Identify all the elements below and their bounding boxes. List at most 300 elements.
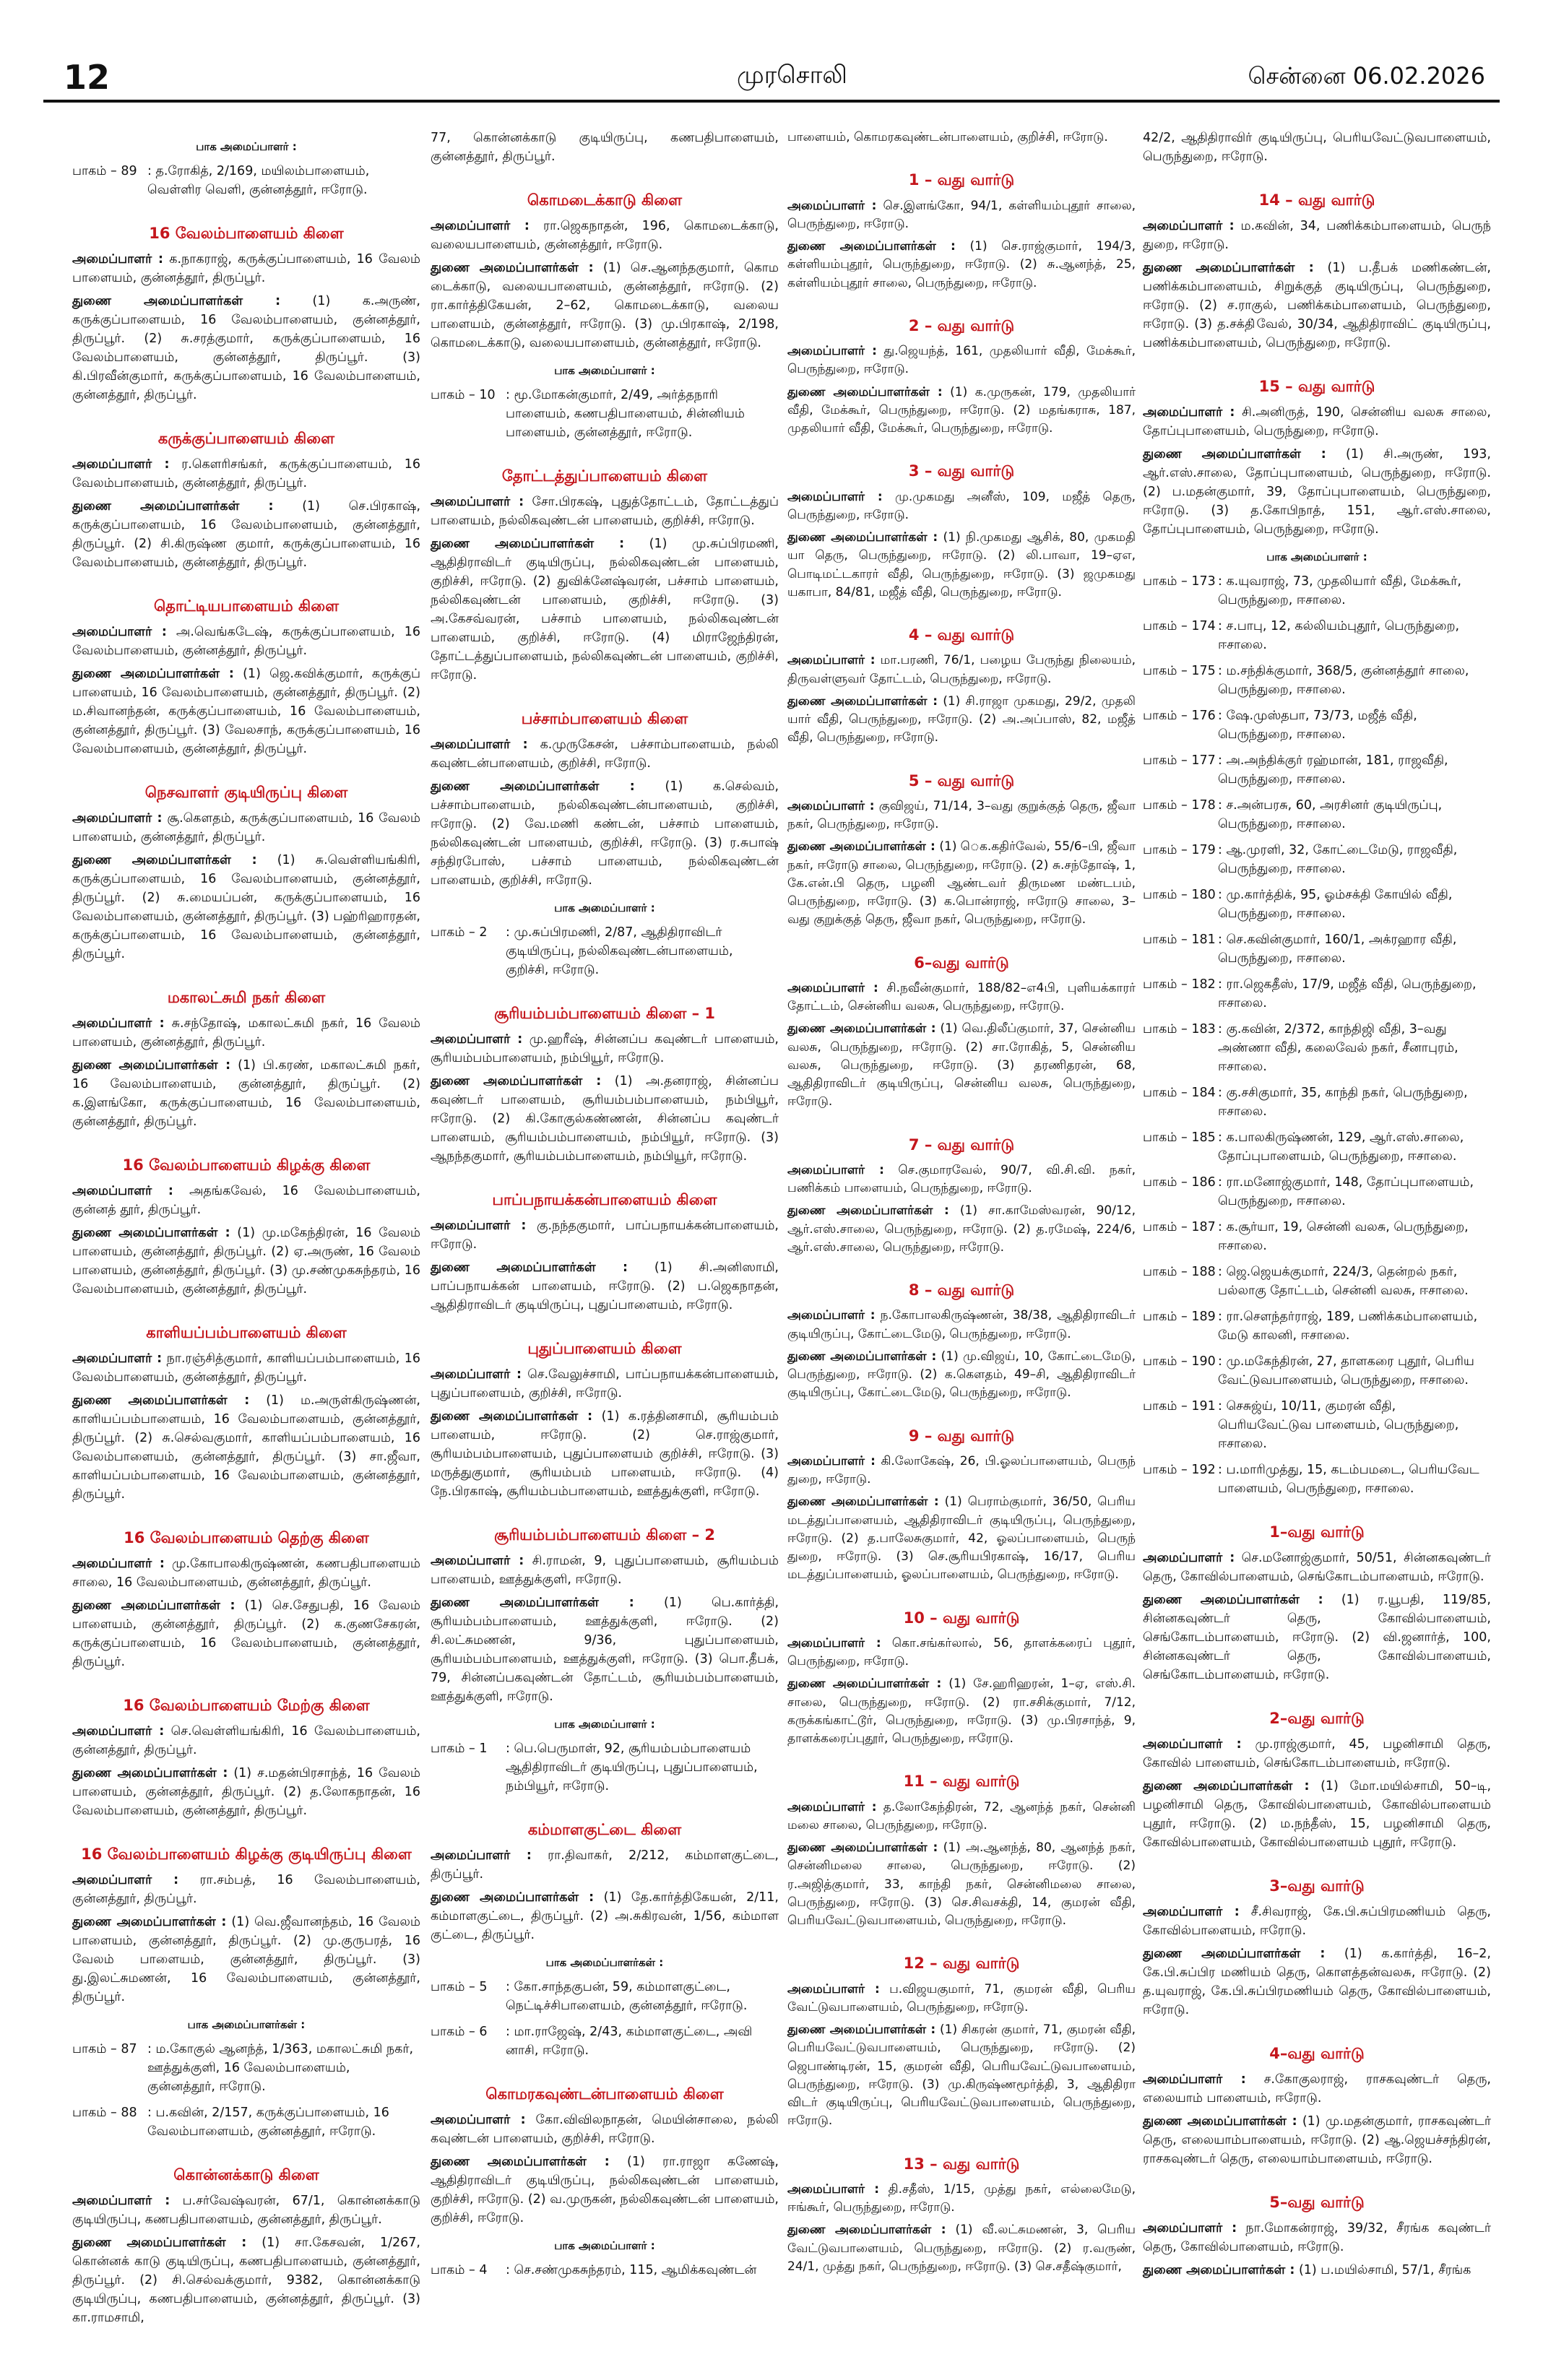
entry-text: (1) நி.முகமது ஆசிக், 80, முகமதி யா தெரு, பெருந்துறை, ஈரோடு. (2) லி.பாவா, 19–ஏஎ, பொடிமட்டகாரர் வீதி, பெருந்துறை, ஈரோடு. (3) ஜமுகமது யகாபா, 84/81, மஜீத் வீதி, பெருந்துறை, ஈரோடு. xyxy=(787,530,1136,600)
booth-number: பாகம் – 178 xyxy=(1143,798,1216,813)
entry-text: ரா.திவாகர், 2/212, கம்மாளகுட்டை, திருப்பூர். xyxy=(431,1848,779,1882)
booth-header: பாக அமைப்பாளர் : xyxy=(554,2239,655,2252)
entry-label: துணை அமைப்பாளர்கள் : xyxy=(787,693,938,709)
entry-label: துணை அமைப்பாளர்கள் : xyxy=(1143,2263,1295,2277)
entry-label: அமைப்பாளர் : xyxy=(787,798,875,813)
booth-text: : மு.மகேந்திரன், 27, தாளகரை புதூர், பெரிய வேட்டுவபாளையம், பெருந்துறை, ஈசாலை. xyxy=(1218,1354,1474,1388)
entry-text: (1) ெக.கதிர்வேல், 55/6–பி, ஜீவா நகர், ஈரோடு சாலை, பெருந்துறை, ஈரோடு. (2) சு.சந்தோஷ், 1, கே.என்.பி தெரு, பழனி ஆண்டவர் திருமண மண்டபம், பெருந்துறை, ஈரோடு. (3) க.பொன்ராஜ், ஈரோடு சாலை, 3–வது குறுக்குத் தெரு, ஜீவா நகர், பெருந்துறை, ஈரோடு. xyxy=(787,839,1136,927)
booth-text: : த.ரோகித், 2/169, மயிலம்பாளையம், வெள்ளிர வெளி, குன்னத்தூர், ஈரோடு. xyxy=(147,164,370,197)
booth-number: பாகம் – 10 xyxy=(431,388,496,402)
booth-number: பாகம் – 1 xyxy=(431,1741,488,1756)
entry-label: துணை அமைப்பாளர்கள் : xyxy=(787,1349,937,1364)
entry-label: துணை அமைப்பாளர்கள் : xyxy=(1143,2114,1297,2129)
section-heading: 16 வேலம்பாளையம் கிளை xyxy=(149,225,344,242)
entry-paragraph xyxy=(1143,1591,1491,1684)
entry-text: (1) செ.ஆனந்தகுமார், கொம டைக்காடு, வலையபாளையம், குன்னத்தூர், ஈரோடு. (2) ரா.கார்த்திகேயன், 2–62, கொமடைக்காடு, வலைய பாளையம், குன்னத்தூர், ஈரோடு. (3) மு.பிரகாஷ், 2/198, கொமடைக்காடு, வலையபாளையம், குன்னத்தூர், ஈரோடு. xyxy=(431,261,779,350)
entry-label: துணை அமைப்பாளர்கள் : xyxy=(72,667,234,681)
booth-entry xyxy=(1143,1173,1491,1211)
section-heading: 4 – வது வார்டு xyxy=(908,626,1015,644)
entry-text: குவிஜய், 71/14, 3–வது குறுக்குத் தெரு, ஜீவா நகர், பெருந்துறை, ஈரோடு. xyxy=(787,798,1136,831)
entry-label: அமைப்பாளர் : xyxy=(72,457,170,472)
entry-text: (1) அ.ஆனந்த், 80, ஆனந்த் நகர், சென்னிமலை சாலை, பெருந்துறை, ஈரோடு. (2) ர.அஜித்குமார், 33, காந்தி நகர், சென்னிமலை சாலை, பெருந்துறை, ஈரோடு. (3) செ.சிவசக்தி, 14, குமரன் வீதி, பெரியவேட்டுவபாளையம், பெருந்துறை, ஈரோடு. xyxy=(787,1840,1136,1928)
entry-paragraph xyxy=(431,2152,779,2228)
entry-text: ந.கோபாலகிருஷ்ணன், 38/38, ஆதிதிராவிடர் குடியிருப்பு, கோட்டைமேடு, பெருந்துறை, ஈரோடு. xyxy=(787,1308,1136,1341)
booth-text: : ப.கவின், 2/157, கருக்குப்பாளையம், 16 வேலம்பாளையம், குன்னத்தூர், ஈரோடு. xyxy=(147,2106,389,2139)
entry-text: த.லோகேந்திரன், 72, ஆனந்த் நகர், சென்னி மலை சாலை, பெருந்துறை, ஈரோடு. xyxy=(787,1799,1136,1832)
date-line: சென்னை 06.02.2026 xyxy=(1248,62,1485,90)
entry-paragraph xyxy=(72,1764,420,1820)
booth-number: பாகம் – 192 xyxy=(1143,1463,1216,1477)
entry-text: (1) வீ.லட்சுமணன், 3, பெரிய வேட்டுவபாளையம், பெருந்துறை, ஈரோடு. (2) ர.வருண், 24/1, முத்து நகர், பெருந்துறை, ஈரோடு. (3) செ.சதீஷ்குமார், xyxy=(787,2223,1136,2274)
booth-text: : ச.அன்பரசு, 60, அரசினர் குடியிருப்பு, பெருந்துறை, ஈசாலை. xyxy=(1218,798,1443,831)
entry-text: மு.ராஜ்குமார், 45, பழனிசாமி தெரு, கோவில் பாளையம், செங்கோடம்பாளையம், ஈரோடு. xyxy=(1143,1737,1491,1770)
entry-text: ர.கௌரிசங்கர், கருக்குப்பாளையம், 16 வேலம்பாளையம், குன்னத்தூர், திருப்பூர். xyxy=(72,457,420,490)
entry-text: செ.குமாரவேல், 90/7, வி.சி.வி. நகர், பணிக்கம் பாளையம், பெருந்துறை, ஈரோடு. xyxy=(787,1162,1136,1195)
entry-text: 42/2, ஆதிதிராவிர் குடியிருப்பு, பெரியவேட்டுவபாளையம், பெருந்துறை, ஈரோடு. xyxy=(1143,131,1491,164)
booth-text: : செசுஜ்ய், 10/11, குமரன் வீதி, பெரியவேட்டுவ பாளையம், பெருந்துறை, ஈசாலை. xyxy=(1218,1399,1459,1451)
booth-entry xyxy=(72,162,420,199)
entry-paragraph xyxy=(787,488,1136,525)
entry-paragraph xyxy=(431,2111,779,2148)
entry-label: துணை அமைப்பாளர்கள் : xyxy=(72,499,274,514)
entry-text: (1) ப.மயில்சாமி, 57/1, சீரங்க xyxy=(1295,2263,1471,2277)
entry-text: (1) ர.யூபதி, 119/85, சின்னகவுண்டர் தெரு, கோவில்பாளையம், செங்கோடம்பாளையம், ஈரோடு. (2) வி.ஜனார்த், 100, சின்னகவுண்டர் தெரு, கோவில்பாளையம், செங்கோடம்பாளையம், ஈரோடு. xyxy=(1143,1593,1491,1682)
section-heading: 3 – வது வார்டு xyxy=(908,462,1015,480)
section-heading: கம்மாளகுட்டை கிளை xyxy=(527,1821,682,1838)
entry-paragraph xyxy=(787,384,1136,438)
booth-entry xyxy=(431,2261,779,2280)
column-1 xyxy=(72,129,420,2332)
booth-entry xyxy=(1143,930,1491,968)
section-heading: 16 வேலம்பாளையம் கிழக்கு கிளை xyxy=(122,1156,371,1174)
entry-paragraph xyxy=(431,1552,779,1589)
entry-label: துணை அமைப்பாளர்கள் : xyxy=(787,1021,936,1037)
entry-text: தி.சதீஸ், 1/15, முத்து நகர், எல்லைமேடு, ஈங்கூர், பெருந்துறை, ஈரோடு. xyxy=(787,2181,1136,2215)
entry-paragraph xyxy=(431,1593,779,1706)
entry-text: (1) தே.கார்த்திகேயன், 2/11, கம்மாளகுட்டை, திருப்பூர். (2) அ.சுகிரவன், 1/56, கம்மாள குட்டை, திருப்பூர். xyxy=(431,1890,779,1942)
section-heading: 10 – வது வார்டு xyxy=(903,1609,1020,1627)
entry-text: ச.கோகுலராஜ், ராசகவுண்டர் தெரு, எலையாம் பாளையம், ஈரோடு. xyxy=(1143,2072,1491,2106)
entry-text: கி.லோகேஷ், 26, பி.ஓலப்பாளையம், பெருந் துறை, ஈரோடு. xyxy=(787,1453,1136,1487)
section-heading: சூரியம்பம்பாளையம் கிளை – 1 xyxy=(493,1005,716,1022)
entry-label: அமைப்பாளர் : xyxy=(72,1016,165,1031)
entry-text: (1) பி.கரண், மகாலட்சுமி நகர், 16 வேலம்பாளையம், குன்னத்தூர், திருப்பூர். (2) க.இளங்கோ, கருக்குப்பாளையம், 16 வேலம்பாளையம், குன்னத்தூர், திருப்பூர். xyxy=(72,1058,420,1129)
entry-paragraph xyxy=(431,259,779,352)
entry-paragraph xyxy=(787,838,1136,929)
booth-text: : ப.மாரிமுத்து, 15, கடம்பமடை, பெரியவேட பாளையம், பெருந்துறை, ஈசாலை. xyxy=(1218,1463,1479,1496)
entry-paragraph xyxy=(431,1846,779,1884)
entry-label: துணை அமைப்பாளர்கள் : xyxy=(431,2155,610,2169)
entry-text: சி.அனிருத், 190, சென்னிய வலசு சாலை, தோப்புபாளையம், பெருந்துறை, ஈரோடு. xyxy=(1143,405,1491,438)
entry-label: அமைப்பாளர் : xyxy=(431,1032,523,1047)
booth-entry xyxy=(431,386,779,442)
entry-label: அமைப்பாளர் : xyxy=(72,625,167,639)
booth-text: : கு.சசிகுமார், 35, காந்தி நகர், பெருந்துறை, ஈசாலை. xyxy=(1218,1086,1468,1119)
entry-text: (1) சே.ஹரிஹரன், 1–ஏ, எஸ்.சி. சாலை, பெருந்துறை, ஈரோடு. (2) ரா.சசிக்குமார், 7/12, கருக்கங்காட்டூர், பெருந்துறை, ஈரோடு. (3) மு.பிரசாந்த், 9, தாளக்கரைப்புதூர், பெருந்துறை, ஈரோடு. xyxy=(787,1676,1136,1746)
entry-paragraph xyxy=(72,1871,420,1908)
entry-text: (1) பெ.கார்த்தி, சூரியம்பம்பாளையம், ஊத்துக்குளி, ஈரோடு. (2) சி.லட்சுமணன், 9/36, புதுப்பாளையம், சூரியம்பம்பாளையம், ஊத்துக்குளி, ஈரோடு. (3) பொ.தீபக், 79, சின்னப்பகவுண்டன் தோட்டம், சூரியம்பம்பாளையம், ஊத்துக்குளி, ஈரோடு. xyxy=(431,1596,779,1704)
booth-entry xyxy=(1143,1263,1491,1300)
entry-paragraph xyxy=(72,809,420,847)
entry-paragraph xyxy=(787,2181,1136,2217)
entry-label: அமைப்பாளர் : xyxy=(431,737,528,752)
entry-paragraph xyxy=(787,342,1136,379)
booth-number: பாகம் – 5 xyxy=(431,1980,488,1994)
column-3 xyxy=(787,129,1136,2280)
booth-entry xyxy=(1143,617,1491,654)
booth-number: பாகம் – 187 xyxy=(1143,1220,1216,1234)
entry-paragraph xyxy=(787,1981,1136,2017)
entry-paragraph xyxy=(787,1635,1136,1671)
entry-label: துணை அமைப்பாளர்கள் : xyxy=(431,1260,628,1275)
entry-text: (1) சி.ராஜா முகமது, 29/2, முதலி யார் வீதி, பெருந்துறை, ஈரோடு. (2) அ.அப்பாஸ், 82, மஜீத் வீதி, பெருந்துறை, ஈரோடு. xyxy=(787,693,1136,745)
booth-text: : ரா.ஜெகதீஸ், 17/9, மஜீத் வீதி, பெருந்துறை, ஈசாலை. xyxy=(1218,977,1477,1011)
column-2 xyxy=(431,129,779,2287)
booth-number: பாகம் – 87 xyxy=(72,2042,137,2056)
entry-text: க.நாகராஜ், கருக்குப்பாளையம், 16 வேலம் பாளையம், குன்னத்தூர், திருப்பூர். xyxy=(72,252,420,285)
entry-paragraph xyxy=(787,197,1136,234)
entry-paragraph xyxy=(1143,2219,1491,2256)
page-number: 12 xyxy=(64,58,111,97)
entry-paragraph xyxy=(1143,1549,1491,1586)
entry-paragraph xyxy=(72,1913,420,2007)
booth-entry xyxy=(1143,975,1491,1013)
entry-paragraph xyxy=(431,129,779,166)
entry-paragraph xyxy=(787,2021,1136,2131)
column-4 xyxy=(1143,129,1491,2284)
entry-paragraph xyxy=(72,1554,420,1592)
section-heading: தொட்டியபாளையம் கிளை xyxy=(153,597,340,615)
entry-paragraph xyxy=(787,129,1136,147)
booth-entry xyxy=(1143,662,1491,699)
section-heading: கொமடைக்காடு கிளை xyxy=(527,191,683,209)
booth-number: பாகம் – 190 xyxy=(1143,1354,1216,1369)
entry-text: சி.நவீன்குமார், 188/82–எ4பி, புளியக்காரர் தோட்டம், சென்னிய வலசு, பெருந்துறை, ஈரோடு. xyxy=(787,980,1136,1013)
booth-text: : அ.அந்திக்குர் ரஹ்மான், 181, ராஜவீதி, பெருந்துறை, ஈசாலை. xyxy=(1218,753,1448,787)
entry-paragraph xyxy=(431,1888,779,1944)
booth-number: பாகம் – 177 xyxy=(1143,753,1216,768)
entry-paragraph xyxy=(787,529,1136,602)
entry-label: துணை அமைப்பாளர்கள் : xyxy=(787,1676,942,1692)
header-rule xyxy=(43,100,1500,103)
section-heading: 9 – வது வார்டு xyxy=(908,1427,1015,1445)
booth-entry xyxy=(1143,706,1491,744)
entry-text: (1) சி.அருண், 193, ஆர்.எஸ்.சாலை, தோப்புபாளையம், பெருந்துறை, ஈரோடு. (2) ப.மதன்குமார், 39, தோப்புபாளையம், பெருந்துறை, ஈரோடு. (3) த.கோபிநாத், 151, ஆர்.எஸ்.சாலை, தோப்புபாளையம், பெருந்துறை, ஈரோடு. xyxy=(1143,447,1491,537)
entry-label: அமைப்பாளர் : xyxy=(72,2194,170,2208)
booth-number: பாகம் – 179 xyxy=(1143,843,1216,857)
entry-text: து.ஜெயந்த், 161, முதலியார் வீதி, மேக்கூர், பெருந்துறை, ஈரோடு. xyxy=(787,344,1136,377)
booth-header: பாக அமைப்பாளர்கள் : xyxy=(545,1956,664,1969)
entry-paragraph xyxy=(1143,2261,1491,2280)
booth-entry xyxy=(1143,886,1491,923)
booth-text: : ம.கோகுல் ஆனந்த், 1/363, மகாலட்சுமி நகர், ஊத்துக்குளி, 16 வேலம்பாளையம், குன்னத்தூர், ஈரோடு. xyxy=(147,2042,414,2094)
entry-paragraph xyxy=(787,693,1136,748)
section-heading: 1–வது வார்டு xyxy=(1269,1523,1365,1541)
entry-paragraph xyxy=(431,735,779,773)
entry-label: அமைப்பாளர் : xyxy=(787,1308,876,1323)
entry-paragraph xyxy=(787,1839,1136,1930)
entry-text: (1) ஜெ.கவிக்குமார், கருக்குப் பாளையம், 16 வேலம்பாளையம், குன்னத்தூர், திருப்பூர். (2) ம.சிவானந்தன், கருக்குப்பாளையம், 16 வேலம்பாளையம், குன்னத்தூர், திருப்பூர். (3) வேலசாந், கருக்குப்பாளையம், 16 வேலம்பாளையம், குன்னத்தூர், திருப்பூர். xyxy=(72,667,420,756)
entry-label: துணை அமைப்பாளர்கள் : xyxy=(431,1890,595,1905)
section-heading: மகாலட்சுமி நகர் கிளை xyxy=(167,989,326,1006)
section-heading: சூரியம்பம்பாளையம் கிளை – 2 xyxy=(493,1526,716,1544)
entry-paragraph xyxy=(72,1182,420,1219)
entry-paragraph xyxy=(787,1348,1136,1403)
section-heading: 8 – வது வார்டு xyxy=(908,1281,1015,1299)
entry-label: அமைப்பாளர் : xyxy=(72,1184,173,1198)
entry-text: சி.ராமன், 9, புதுப்பாளையம், சூரியம்பம் பாளையம், ஊத்துக்குளி, ஈரோடு. xyxy=(431,1554,779,1587)
entry-text: கொ.சங்கர்லால், 56, தாளக்கரைப் புதூர், பெருந்துறை, ஈரோடு. xyxy=(787,1635,1136,1669)
entry-paragraph xyxy=(787,1307,1136,1343)
entry-label: துணை அமைப்பாளர்கள் : xyxy=(787,384,943,399)
entry-text: (1) மு.மதன்குமார், ராசகவுண்டர் தெரு, எலையாம்பாளையம், ஈரோடு. (2) ஆ.ஜெயச்சந்திரன், ராசகவுண்டர் தெரு, எலையாம்பாளையம், ஈரோடு. xyxy=(1143,2114,1491,2166)
section-heading: 16 வேலம்பாளையம் கிழக்கு குடியிருப்பு கிளை xyxy=(81,1845,412,1863)
entry-text: சூ.கௌதம், கருக்குப்பாளையம், 16 வேலம் பாளையம், குன்னத்தூர், திருப்பூர். xyxy=(72,811,420,844)
section-heading: 14 – வது வார்டு xyxy=(1258,191,1375,209)
entry-label: துணை அமைப்பாளர்கள் : xyxy=(1143,1593,1323,1607)
entry-label: அமைப்பாளர் : xyxy=(787,489,883,504)
booth-text: : மு.சுப்பிரமணி, 2/87, ஆதிதிராவிடர் குடியிருப்பு, நல்லிகவுண்டன்பாளையம், குறிச்சி, ஈரோடு. xyxy=(506,925,733,977)
entry-paragraph xyxy=(787,1202,1136,1257)
entry-text: (1) வெ.ஜீவானந்தம், 16 வேலம் பாளையம், குன்னத்தூர், திருப்பூர். (2) மு.குருபரத், 16 வேலம் பாளையம், குன்னத்தூர், திருப்பூர். (3) து.இலட்சுமணன், 16 வேலம்பாளையம், குன்னத்தூர், திருப்பூர். xyxy=(72,1915,420,2004)
entry-text: (1) சிகரன் குமார், 71, குமரன் வீதி, பெரியவேட்டுவபாளையம், பெருந்துறை, ஈரோடு. (2) ஜெபாண்டிரன், 15, குமரன் வீதி, பெரியவேட்டுவபாளையம், பெருந்துறை, ஈரோடு. (3) மு.கிருஷ்ணமூர்த்தி, 3, ஆதிதிரா விடர் குடியிருப்பு, பெரியவேட்டுவபாளையம், பெருந்துறை, ஈரோடு. xyxy=(787,2022,1136,2129)
entry-label: துணை அமைப்பாளர்கள் : xyxy=(431,1596,634,1610)
booth-entry xyxy=(1143,1461,1491,1498)
entry-label: அமைப்பாளர் : xyxy=(431,1554,524,1568)
section-heading: நெசவாளர் குடியிருப்பு கிளை xyxy=(144,784,348,801)
section-heading: 13 – வது வார்டு xyxy=(903,2155,1020,2173)
booth-text: : மா.ராஜேஷ், 2/43, கம்மாளகுட்டை, அவி னாசி, ஈரோடு. xyxy=(506,2025,753,2058)
booth-number: பாகம் – 186 xyxy=(1143,1175,1216,1190)
section-heading: கொன்னக்காடு கிளை xyxy=(173,2166,319,2184)
entry-text: (1) செ.சேதுபதி, 16 வேலம் பாளையம், குன்னத்தூர், திருப்பூர். (2) க.குணசேகரன், கருக்குப்பாளையம், 16 வேலம்பாளையம், குன்னத்தூர், திருப்பூர். xyxy=(72,1598,420,1669)
booth-text: : பெ.பெருமாள், 92, சூரியம்பம்பாளையம் ஆதிதிராவிடர் குடியிருப்பு, புதுப்பாளையம், நம்பியூர், ஈரோடு. xyxy=(506,1741,758,1793)
entry-text: நா.மோகன்ராஜ், 39/32, சீரங்க கவுண்டர் தெரு, கோவில்பாளையம், ஈரோடு. xyxy=(1143,2221,1491,2254)
booth-entry xyxy=(1143,1352,1491,1390)
section-heading: 15 – வது வார்டு xyxy=(1258,378,1375,395)
entry-label: துணை அமைப்பாளர்கள் : xyxy=(787,2022,936,2037)
booth-text: : ம.சந்திக்குமார், 368/5, குன்னத்தூர் சாலை, பெருந்துறை, ஈசாலை. xyxy=(1218,664,1469,697)
entry-text: (1) அ.தனராஜ், சின்னப்ப கவுண்டர் பாளையம், சூரியம்பம்பாளையம், நம்பியூர், ஈரோடு. (2) கி.கோகுல்கண்ணன், சின்னப்ப கவுண்டர் பாளையம், சூரியம்பம்பாளையம், நம்பியூர், ஈரோடு. (3) ஆநந்தகுமார், சூரியம்பம்பாளையம், நம்பியூர், ஈரோடு. xyxy=(431,1074,779,1164)
entry-label: துணை அமைப்பாளர்கள் : xyxy=(1143,261,1314,275)
entry-label: அமைப்பாளர் : xyxy=(431,1219,527,1233)
entry-label: துணை அமைப்பாளர்கள் : xyxy=(72,1915,227,1929)
section-heading: புதுப்பாளையம் கிளை xyxy=(527,1340,682,1357)
entry-paragraph xyxy=(787,2221,1136,2276)
entry-label: துணை அமைப்பாளர்கள் : xyxy=(787,1840,938,1855)
booth-entry xyxy=(1143,1020,1491,1076)
section-heading: 2 – வது வார்டு xyxy=(908,316,1015,334)
entry-label: துணை அமைப்பாளர்கள் : xyxy=(72,1766,228,1780)
entry-label: அமைப்பாளர் : xyxy=(72,1724,165,1739)
entry-paragraph xyxy=(72,455,420,493)
booth-text: : மு.கார்த்திக், 95, ஓம்சக்தி கோயில் வீதி, பெருந்துறை, ஈசாலை. xyxy=(1218,888,1453,921)
booth-number: பாகம் – 185 xyxy=(1143,1130,1216,1145)
entry-label: அமைப்பாளர் : xyxy=(72,811,163,826)
entry-text: மா.பரணி, 76/1, பழைய பேருந்து நிலையம், திருவள்ளுவர் தோட்டம், பெருந்துறை, ஈரோடு. xyxy=(787,653,1136,686)
entry-text: (1) க.ரத்தினசாமி, சூரியம்பம் பாளையம், ஈரோடு. (2) செ.ராஜ்குமார், சூரியம்பம்பாளையம், புதுப்பாளையம் குறிச்சி, ஈரோடு. (3) மருத்துகுமார், சூரியம்பம் பாளையம், ஈரோடு. (4) நே.பிரகாஷ், சூரியம்பம்பாளையம், ஊத்துக்குளி, ஈரோடு. xyxy=(431,1409,779,1499)
entry-label: அமைப்பாளர் : xyxy=(787,2181,880,2197)
entry-label: அமைப்பாளர் : xyxy=(1143,1737,1242,1752)
entry-text: (1) மு.சுப்பிரமணி, ஆதிதிராவிடர் குடியிருப்பு, நல்லிகவுண்டன் பாளையம், குறிச்சி, ஈரோடு. (2) துவிக்னேஷ்வரன், பச்சாம் பாளையம், நல்லிகவுண்டன் பாளையம், குறிச்சி, ஈரோடு. (3) அ.கேசவ்வரன், பச்சாம் பாளையம், நல்லிகவுண்டன் பாளையம், குறிச்சி, ஈரோடு. (4) மிராஜேந்திரன், தோட்டத்துப்பாளையம், நல்லிகவுண்டன் பாளையம், குறிச்சி, ஈரோடு. xyxy=(431,537,779,683)
entry-text: (1) க.அருண், கருக்குப்பாளையம், 16 வேலம்பாளையம், குன்னத்தூர், திருப்பூர். (2) சு.சரத்குமார், கருக்குப்பாளையம், 16 வேலம்பாளையம், குன்னத்தூர், திருப்பூர். (3) கி.பிரவீன்குமார், கருக்குப்பாளையம், 16 வேலம்பாளையம், குன்னத்தூர், திருப்பூர். xyxy=(72,294,420,402)
entry-paragraph xyxy=(1143,1777,1491,1852)
entry-text: (1) பெராம்குமார், 36/50, பெரிய மடத்துப்பாளையம், ஆதிதிராவிடர் குடியிருப்பு, பெருந்துறை, ஈரோடு. (2) த.பாலேசுகுமார், 42, ஓலப்பாளையம், பெருந் துறை, ஈரோடு. (3) செ.சூரியபிரகாஷ், 16/17, பெரிய மடத்துப்பாளையம், ஓலப்பாளையம், பெருந்துறை, ஈரோடு. xyxy=(787,1494,1136,1583)
entry-text: (1) க.முருகன், 179, முதலியார் வீதி, மேக்கூர், பெருந்துறை, ஈரோடு. (2) மதங்கராசு, 187, முதலியார் வீதி, மேக்கூர், பெருந்துறை, ஈரோடு. xyxy=(787,384,1136,436)
entry-paragraph xyxy=(787,238,1136,293)
entry-paragraph xyxy=(72,2191,420,2229)
booth-text: : மூ.மோகன்குமார், 2/49, அர்த்தநாரி பாளையம், கணபதிபாளையம், சின்னியம் பாளையம், குன்னத்தூர், ஈரோடு. xyxy=(506,388,745,440)
entry-label: அமைப்பாளர் : xyxy=(1143,405,1235,420)
booth-text: : ரா.மனோஜ்குமார், 148, தோப்புபாளையம், பெருந்துறை, ஈசாலை. xyxy=(1218,1175,1474,1208)
entry-text: ப.விஜயகுமார், 71, குமரன் வீதி, பெரிய வேட்டுவபாளையம், பெருந்துறை, ஈரோடு. xyxy=(787,1981,1136,2015)
entry-text: நா.ரஞ்சித்குமார், காளியப்பம்பாளையம், 16 வேலம்பாளையம், குன்னத்தூர், திருப்பூர். xyxy=(72,1351,420,1385)
entry-paragraph xyxy=(1143,445,1491,539)
entry-label: துணை அமைப்பாளர்கள் : xyxy=(1143,447,1326,462)
booth-text: : ஜெ.ஜெயக்குமார், 224/3, தென்றல் நகர், பல்லாகு தோட்டம், சென்னி வலசு, ஈசாலை. xyxy=(1218,1265,1469,1298)
booth-text: : செ.கவின்குமார், 160/1, அக்ரஹார வீதி, பெருந்துறை, ஈசாலை. xyxy=(1218,932,1457,966)
entry-label: அமைப்பாளர் : xyxy=(1143,2221,1237,2236)
booth-header: பாக அமைப்பாளர் : xyxy=(554,1718,655,1731)
entry-text: செ.இளங்கோ, 94/1, கள்ளியம்புதூர் சாலை, பெருந்துறை, ஈரோடு. xyxy=(787,198,1136,231)
section-heading: 16 வேலம்பாளையம் மேற்கு கிளை xyxy=(123,1697,370,1714)
entry-text: (1) செ.ராஜ்குமார், 194/3, கள்ளியம்புதூர், பெருந்துறை, ஈரோடு. (2) சு.ஆனந்த், 25, கள்ளியம்புதூர் சாலை, பெருந்துறை, ஈரோடு. xyxy=(787,239,1136,290)
booth-number: பாகம் – 89 xyxy=(72,164,137,178)
entry-text: (1) சா.கேசவன், 1/267, கொன்னக் காடு குடியிருப்பு, கணபதிபாளையம், குன்னத்தூர், திருப்பூர். (2) சி.செல்வக்குமார், 9382, கொன்னக்காடு குடியிருப்பு, கணபதிபாளையம், குன்னத்தூர், திருப்பூர். (3) கா.ராமசாமி, xyxy=(72,2236,420,2325)
entry-text: (1) மோ.மயில்சாமி, 50–டி, பழனிசாமி தெரு, கோவில்பாளையம், கோவில்பாளையம் புதூர், ஈரோடு. (2) ம.நந்தீஸ், 15, பழனிசாமி தெரு, கோவில்பாளையம், கோவில்பாளையம் புதூர், ஈரோடு. xyxy=(1143,1779,1492,1850)
entry-paragraph xyxy=(431,1030,779,1068)
booth-entry xyxy=(72,2103,420,2141)
booth-number: பாகம் – 175 xyxy=(1143,664,1216,678)
booth-number: பாகம் – 176 xyxy=(1143,709,1216,723)
booth-entry xyxy=(1143,751,1491,789)
entry-label: துணை அமைப்பாளர்கள் : xyxy=(431,1074,602,1089)
entry-label: துணை அமைப்பாளர்கள் : xyxy=(72,1393,250,1408)
entry-text: க.முருகேசன், பச்சாம்பாளையம், நல்லி கவுண்டன்பாளையம், குறிச்சி, ஈரோடு. xyxy=(431,737,779,771)
entry-text: சீ.சிவராஜ், கே.பி.சுப்பிரமணியம் தெரு, கோவில்பாளையம், ஈரோடு. xyxy=(1143,1905,1491,1938)
entry-text: செ.வெள்ளியங்கிரி, 16 வேலம்பாளையம், குன்னத்தூர், திருப்பூர். xyxy=(72,1724,420,1757)
entry-text: அதங்கவேல், 16 வேலம்பாளையம், குன்னத் தூர், திருப்பூர். xyxy=(72,1184,420,1217)
section-heading: கருக்குப்பாளையம் கிளை xyxy=(157,430,335,447)
masthead xyxy=(43,0,1500,98)
entry-label: அமைப்பாளர் : xyxy=(787,198,877,213)
entry-label: அமைப்பாளர் : xyxy=(1143,1905,1240,1919)
entry-paragraph xyxy=(431,493,779,530)
entry-label: அமைப்பாளர் : xyxy=(1143,2072,1246,2087)
entry-text: (1) மு.மகேந்திரன், 16 வேலம் பாளையம், குன்னத்தூர், திருப்பூர். (2) ஏ.அருண், 16 வேலம் பாளையம், குன்னத்தூர், திருப்பூர். (3) மு.சண்முகசுந்தரம், 16 வேலம்பாளையம், குன்னத்தூர், திருப்பூர். xyxy=(72,1226,420,1297)
entry-label: அமைப்பாளர் : xyxy=(1143,219,1235,233)
entry-text: அ.வெங்கடேஷ், கருக்குப்பாளையம், 16 வேலம்பாளையம், குன்னத்தூர், திருப்பூர். xyxy=(72,625,420,658)
entry-text: ப.சர்வேஷ்வரன், 67/1, கொன்னக்காடு குடியிருப்பு, கணபதிபாளையம், குன்னத்தூர், திருப்பூர். xyxy=(72,2194,420,2227)
booth-text: : க.யுவராஜ், 73, முதலியார் வீதி, மேக்கூர், பெருந்துறை, ஈசாலை. xyxy=(1218,574,1461,607)
entry-paragraph xyxy=(431,217,779,254)
entry-paragraph xyxy=(72,250,420,287)
booth-entry xyxy=(431,1978,779,2015)
entry-paragraph xyxy=(72,1349,420,1387)
entry-label: அமைப்பாளர் : xyxy=(431,219,530,233)
entry-label: துணை அமைப்பாளர்கள் : xyxy=(1143,1947,1326,1961)
entry-text: ரா.ஜெகநாதன், 196, கொமடைக்காடு, வலையபாளையம், குன்னத்தூர், ஈரோடு. xyxy=(431,219,779,252)
entry-paragraph xyxy=(431,1407,779,1501)
entry-label: அமைப்பாளர் : xyxy=(72,1351,163,1366)
section-heading: 1 – வது வார்டு xyxy=(908,171,1015,189)
entry-label: துணை அமைப்பாளர்கள் : xyxy=(431,537,625,551)
entry-text: (1) ப.தீபக் மணிகண்டன், பணிக்கம்பாளையம், சிறுக்குத் குடியிருப்பு, பெருந்துறை, ஈரோடு. (2) ச.ராகுல், பணிக்கம்பாளையம், பெருந்துறை, ஈரோடு. (3) த.சக்தி்வேல், 30/34, ஆதிதிராவிட் குடியிருப்பு, பணிக்கம்பாளையம், பெருந்துறை, ஈரோடு. xyxy=(1143,261,1491,350)
section-heading: பச்சாம்பாளையம் கிளை xyxy=(521,710,688,727)
entry-label: துணை அமைப்பாளர்கள் : xyxy=(787,1494,939,1510)
entry-paragraph xyxy=(787,1799,1136,1835)
entry-text: (1) வெ.திலீப்குமார், 37, சென்னிய வலசு, பெருந்துறை, ஈரோடு. (2) சா.ரோகித், 5, சென்னிய வலசு, பெருந்துறை, ஈரோடு. (3) தரணிதரன், 68, ஆதிதிராவிடர் குடியிருப்பு, சென்னிய வலசு, பெருந்துறை, ஈரோடு. xyxy=(787,1021,1136,1109)
entry-label: அமைப்பாளர் : xyxy=(787,344,877,358)
entry-label: அமைப்பாளர் : xyxy=(72,1557,165,1571)
entry-paragraph xyxy=(72,1056,420,1131)
entry-label: துணை அமைப்பாளர்கள் : xyxy=(72,294,281,308)
entry-label: துணை அமைப்பாளர்கள் : xyxy=(72,2236,247,2250)
entry-text: (1) சா.காமேஸ்வரன், 90/12, ஆர்.எஸ்.சாலை, பெருந்துறை, ஈரோடு. (2) த.ரமேஷ், 224/6, ஆர்.எஸ்.சாலை, பெருந்துறை, ஈரோடு. xyxy=(787,1203,1136,1255)
entry-paragraph xyxy=(72,2233,420,2327)
booth-text: : கு.கவின், 2/372, காந்திஜி வீதி, 3–வது அண்ணா வீதி, கலைவேல் நகர், சீனாபுரம், ஈசாலை. xyxy=(1218,1022,1458,1074)
entry-label: துணை அமைப்பாளர்கள் : xyxy=(72,1226,230,1240)
booth-entry xyxy=(1143,1083,1491,1121)
booth-entry xyxy=(1143,1307,1491,1345)
booth-number: பாகம் – 180 xyxy=(1143,888,1216,902)
entry-label: அமைப்பாளர் : xyxy=(431,1848,532,1863)
booth-number: பாகம் – 184 xyxy=(1143,1086,1216,1100)
entry-paragraph xyxy=(1143,2070,1491,2108)
entry-paragraph xyxy=(1143,1735,1491,1773)
entry-label: துணை அமைப்பாளர்கள் : xyxy=(787,839,935,854)
entry-label: துணை அமைப்பாளர்கள் : xyxy=(431,261,594,275)
entry-paragraph xyxy=(72,1722,420,1760)
booth-entry xyxy=(1143,841,1491,878)
entry-label: அமைப்பாளர் : xyxy=(787,653,876,668)
newspaper-name: முரசொலி xyxy=(737,61,847,90)
entry-paragraph xyxy=(787,1161,1136,1198)
entry-paragraph xyxy=(1143,129,1491,166)
booth-text: : க.பாலகிருஷ்ணன், 129, ஆர்.எஸ்.சாலை, தோப்புபாளையம், பெருந்துறை, ஈசாலை. xyxy=(1218,1130,1464,1164)
entry-paragraph xyxy=(787,1493,1136,1584)
entry-paragraph xyxy=(1143,259,1491,352)
entry-paragraph xyxy=(1143,2112,1491,2168)
entry-label: அமைப்பாளர் : xyxy=(431,1367,522,1382)
booth-text: : கோ.சாந்தகுபன், 59, கம்மாளகுட்டை, நெட்டிச்சிபாளையம், குன்னத்தூர், ஈரோடு. xyxy=(506,1980,748,2013)
booth-entry xyxy=(1143,1218,1491,1255)
entry-text: (1) க.கார்த்தி, 16–2, கே.பி.சுப்பிர மணியம் தெரு, கொளத்தன்வலசு, ஈரோடு. (2) த.யுவராஜ், கே.பி.சுப்பிரமணியம் தெரு, கோவில்பாளையம், ஈரோடு. xyxy=(1143,1947,1491,2017)
booth-entry xyxy=(1143,1128,1491,1166)
entry-paragraph xyxy=(787,979,1136,1016)
booth-text: : செ.சண்முகசுந்தரம், 115, ஆமிக்கவுண்டன் xyxy=(506,2263,757,2277)
entry-text: (1) க.செல்வம், பச்சாம்பாளையம், நல்லிகவுண்டன்பாளையம், குறிச்சி, ஈரோடு. (2) வே.மணி கண்டன், பச்சாம் பாளையம், நல்லிகவுண்டன் பாளையம், குறிச்சி, ஈரோடு. (3) ர.சுபாஷ் சந்திரபோஸ், பச்சாம் பாளையம், நல்லிகவுண்டன் பாளையம், குறிச்சி, ஈரோடு. xyxy=(431,779,779,888)
entry-text: செ.வேலுச்சாமி, பாப்பநாயக்கன்பாளையம், புதுப்பாளையம், குறிச்சி, ஈரோடு. xyxy=(431,1367,779,1401)
entry-paragraph xyxy=(72,1014,420,1052)
booth-number: பாகம் – 174 xyxy=(1143,619,1216,633)
entry-label: அமைப்பாளர் : xyxy=(787,1453,876,1468)
booth-number: பாகம் – 183 xyxy=(1143,1022,1216,1037)
entry-label: துணை அமைப்பாளர்கள் : xyxy=(787,1203,949,1219)
booth-entry xyxy=(431,923,779,979)
entry-label: துணை அமைப்பாளர்கள் : xyxy=(431,1409,593,1424)
entry-paragraph xyxy=(787,1020,1136,1111)
section-heading: 3–வது வார்டு xyxy=(1269,1877,1365,1895)
entry-paragraph xyxy=(787,1675,1136,1748)
entry-paragraph xyxy=(787,652,1136,688)
entry-paragraph xyxy=(431,777,779,890)
booth-entry xyxy=(72,2040,420,2096)
booth-entry xyxy=(1143,796,1491,834)
booth-entry xyxy=(1143,1397,1491,1453)
section-heading: 5 – வது வார்டு xyxy=(908,771,1015,789)
entry-paragraph xyxy=(431,1216,779,1254)
